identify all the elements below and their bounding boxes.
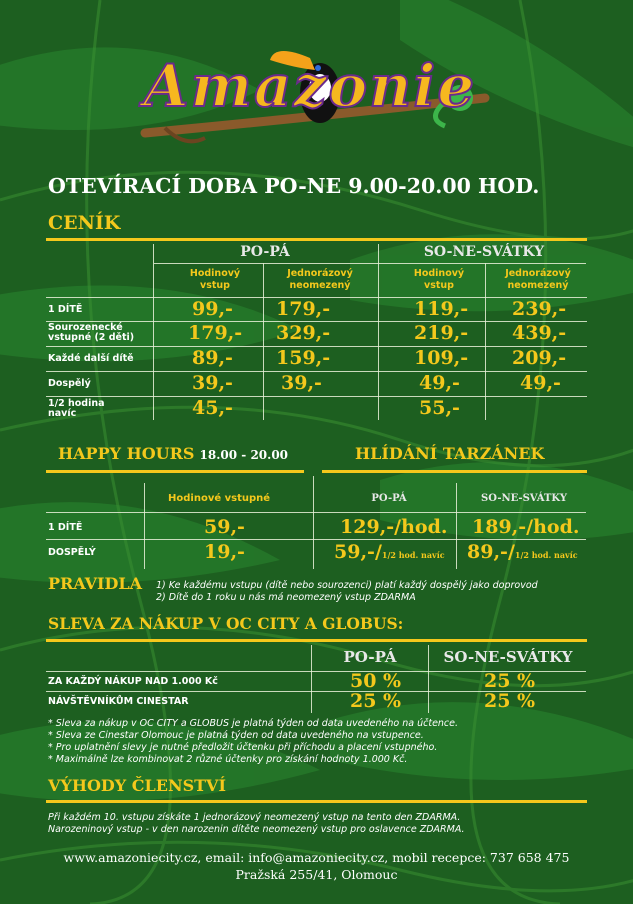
happy-price: 59,- — [204, 516, 245, 538]
footer-contact: www.amazoniecity.cz, email: info@amazoniecity.cz, mobil recepce: 737 658 475 — [63, 850, 570, 865]
cenik-sub2: Jednorázový neomezený — [287, 268, 353, 291]
happy-hline-2 — [46, 539, 586, 540]
sleva-value: 25 % — [350, 690, 402, 712]
happy-hours-title — [58, 444, 288, 463]
cenik-price: 119,- — [414, 298, 469, 320]
sleva-note: * Sleva ze Cinestar Olomouc je platná týden od data uvedeného na vstupence. — [48, 730, 424, 741]
tarzan-price: 189,-/hod. — [472, 516, 580, 538]
sleva-note: * Pro uplatnění slevy je nutné předložit účtenku při příchodu a placení vstupného. — [48, 742, 438, 753]
happy-row-label: DOSPĚLÝ — [48, 547, 96, 558]
cenik-hline-4 — [46, 396, 587, 397]
tarzan-suffix: 1/2 hod. navíc — [381, 550, 445, 560]
cenik-sub4: Jednorázový neomezený — [505, 268, 571, 291]
opening-hours-heading: OTEVÍRACÍ DOBA PO-NE 9.00-20.00 HOD. — [48, 174, 540, 198]
tarzan-suffix: 1/2 hod. navíc — [514, 550, 578, 560]
tarzan-row2-sone — [467, 541, 578, 563]
tarzan-price: 59,-/ — [334, 541, 382, 563]
logo-text: Amazonie — [143, 52, 477, 120]
sleva-col-sone: SO-NE-SVÁTKY — [443, 648, 573, 666]
happy-col-header: Hodinové vstupné — [168, 493, 271, 504]
happy-hours-label: HAPPY HOURS — [58, 444, 195, 463]
cenik-price: 49,- — [520, 372, 561, 394]
tarzan-col-popa: PO-PÁ — [371, 493, 407, 504]
happy-hours-time: 18.00 - 20.00 — [199, 448, 289, 462]
tarzan-row2-popa — [334, 541, 445, 563]
happy-vline — [144, 483, 145, 569]
happy-hline-1 — [46, 512, 586, 513]
cenik-price: 209,- — [512, 347, 567, 369]
vyhody-title: VÝHODY ČLENSTVÍ — [48, 776, 226, 795]
tarzan-price: 89,-/ — [467, 541, 515, 563]
tarzan-title: HLÍDÁNÍ TARZÁNEK — [355, 444, 545, 463]
sleva-vline-1 — [311, 645, 312, 713]
split-vline — [313, 476, 314, 569]
cenik-group-sone: SO-NE-SVÁTKY — [423, 244, 545, 260]
sleva-note: * Sleva za nákup v OC CITY a GLOBUS je platná týden od data uvedeného na účtence. — [48, 718, 459, 729]
pravidla-line-1: 1) Ke každému vstupu (dítě nebo sourozenci) platí každý dospělý jako doprovod — [156, 580, 538, 591]
cenik-price: 45,- — [192, 397, 233, 419]
sleva-col-popa: PO-PÁ — [343, 648, 397, 666]
cenik-price: 179,- — [276, 298, 331, 320]
cenik-price: 99,- — [192, 298, 233, 320]
tarzan-rule — [322, 470, 587, 473]
cenik-sub1: Hodinový vstup — [189, 268, 241, 291]
cenik-row-label: 1/2 hodina navíc — [48, 398, 105, 419]
cenik-price: 329,- — [276, 322, 331, 344]
sleva-row-label: ZA KAŽDÝ NÁKUP NAD 1.000 Kč — [48, 676, 218, 687]
cenik-price: 49,- — [419, 372, 460, 394]
cenik-vline-3 — [378, 244, 379, 420]
happy-rule — [46, 470, 304, 473]
happy-price: 19,- — [204, 541, 245, 563]
cenik-group-line — [154, 263, 586, 264]
footer-address: Pražská 255/41, Olomouc — [235, 867, 398, 882]
cenik-price: 159,- — [276, 347, 331, 369]
sleva-note: * Maximálně lze kombinovat 2 různé účtenky pro získání hodnoty 1.000 Kč. — [48, 754, 408, 765]
cenik-price: 239,- — [512, 298, 567, 320]
cenik-price: 439,- — [512, 322, 567, 344]
vyhody-line-1: Při každém 10. vstupu získáte 1 jednorázový neomezený vstup na tento den ZDARMA. — [48, 812, 461, 823]
cenik-price: 39,- — [281, 372, 322, 394]
vyhody-rule — [46, 800, 587, 803]
sleva-rule — [46, 639, 587, 642]
sleva-value: 50 % — [350, 670, 402, 692]
sleva-title: SLEVA ZA NÁKUP V OC CITY A GLOBUS: — [48, 614, 404, 633]
happy-row-label: 1 DÍTĚ — [48, 522, 83, 533]
cenik-price: 39,- — [192, 372, 233, 394]
sleva-row-label: NÁVŠTĚVNÍKŮM CINESTAR — [48, 696, 189, 707]
tarzan-price: 129,-/hod. — [340, 516, 448, 538]
cenik-group-popa: PO-PÁ — [240, 244, 290, 260]
logo — [125, 38, 495, 158]
cenik-row-label: Sourozenecké vstupné (2 děti) — [48, 322, 135, 343]
cenik-price: 219,- — [414, 322, 469, 344]
tarzan-vline — [456, 483, 457, 569]
cenik-price: 179,- — [188, 322, 243, 344]
cenik-sub3: Hodinový vstup — [413, 268, 465, 291]
cenik-price: 109,- — [414, 347, 469, 369]
pravidla-line-2: 2) Dítě do 1 roku u nás má neomezený vstup ZDARMA — [156, 592, 416, 603]
cenik-title: CENÍK — [48, 212, 121, 234]
cenik-row-label: Dospělý — [48, 378, 91, 389]
cenik-price: 55,- — [419, 397, 460, 419]
cenik-row-label: Každé další dítě — [48, 353, 134, 364]
cenik-rule — [46, 238, 587, 241]
sleva-value: 25 % — [484, 670, 536, 692]
vyhody-line-2: Narozeninový vstup - v den narozenin dítěte neomezený vstup pro oslavence ZDARMA. — [48, 824, 465, 835]
sleva-vline-2 — [428, 645, 429, 713]
pravidla-title: PRAVIDLA — [48, 574, 143, 593]
cenik-row-label: 1 DÍTĚ — [48, 304, 83, 315]
cenik-vline-1 — [153, 244, 154, 420]
sleva-value: 25 % — [484, 690, 536, 712]
tarzan-col-sone: SO-NE-SVÁTKY — [481, 493, 567, 504]
cenik-price: 89,- — [192, 347, 233, 369]
